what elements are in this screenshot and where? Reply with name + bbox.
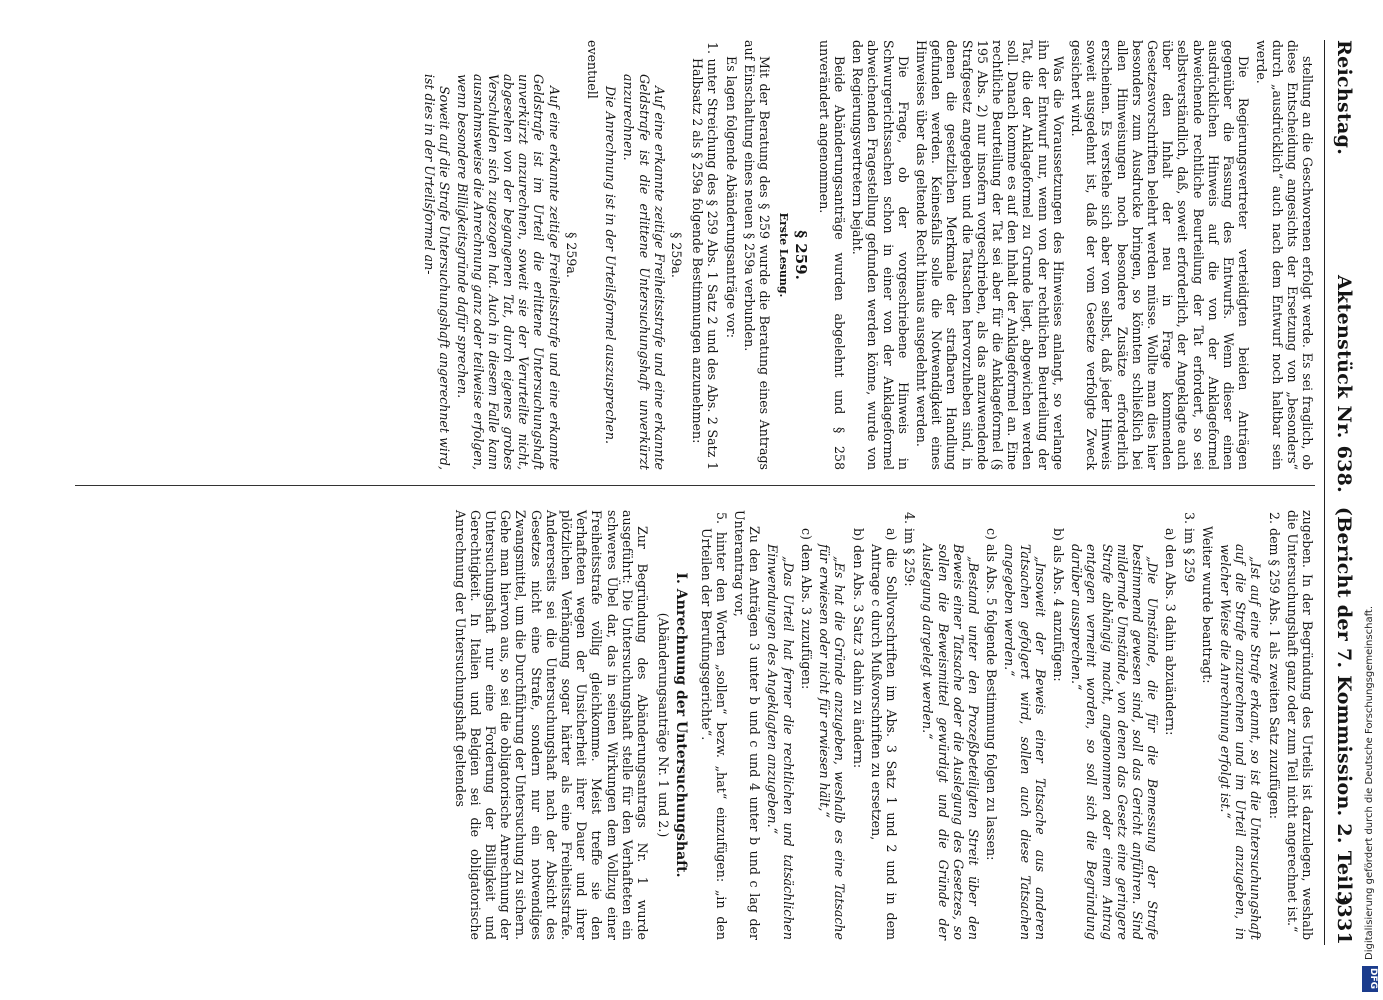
sub-item: c) als Abs. 5 folgende Bestimmung folgen zu lassen:	[984, 528, 1000, 861]
sub-item: b) als Abs. 4 anzufügen:	[1050, 528, 1066, 682]
paragraph: Was die Voraussetzungen des Hinweises anlangt, so verlange ihn der Entwurf nur, wenn von der rechtlichen Beurteilung der Tat, die der Anklageformel zu Grunde liegt, abgewichen werden soll. Danach komme es auf den Inhalt der Anklageformel an. Eine rechtliche Beurteilung der Tat sei aber für die Anklageformel (§ 195 Abs. 2) nur insofern vorgeschrieben, als das anzuwendende Strafgesetz angegeben und die Tatsachen hervorzuheben sind, in denen die gesetzlichen Merkmale der strafbaren Handlung gefunden werden. Keinesfalls solle die Notwendigkeit eines Hinweises über das geltende Recht hinaus ausgedehnt werden.	[913, 40, 1066, 470]
quote: „Insoweit der Beweis einer Tatsache aus anderen Tatsachen gefolgert wird, sollen auch diese Tatsachen angegeben werden.“	[1002, 544, 1048, 940]
paragraph: Die Regierungsvertreter verteidigten beiden Anträgen gegenüber die Fassung des Entwurfs. Wenn dieser einen ausdrücklichen Hinweis auf die von der Anklageformel abweichende rechtliche Beurteilung der Tat erfordert, so sei selbstverständlich, daß, soweit erforderlich, der Angeklagte auch über den Inhalt der neu in Frage kommenden Gesetzesvorschriften belehrt werden müsse. Wollte man dies hier besonders zum Ausdrucke bringen, so könnten schließlich bei allen Hinweisungen noch besondere Zusätze erforderlich erscheinen. Es verstehe sich aber von selbst, daß jeder Hinweis soweit ausgedehnt ist, daß der vom Gesetze verfolgte Zweck gesichert wird.	[1068, 40, 1252, 470]
section-label: § 259a.	[669, 232, 685, 278]
paragraph: Weiter wurde beantragt:	[1199, 526, 1215, 684]
quote: Auf eine erkannte zeitige Freiheitsstrafe und eine erkannte Geldstrafe ist im Urteil die erlittene Untersuchungshaft unverkürzt anzurechnen, soweit sie der Verurteilte nicht, abgesehen von der begangenen Tat, durch eigenes grobes Verschulden sich zugezogen hat. Auch in diesem Falle kann ausnahmsweise die Anrechnung ganz oder teilweise erfolgen, wenn besondere Billigkeitsgründe dafür sprechen.	[455, 74, 562, 470]
paragraph: Zur Begründung des Abänderungsantrags Nr. 1 wurde ausgeführt: Die Untersuchungshaft stelle für den Verhafteten ein schweres Übel dar, das in seinen Wirkungen dem Vollzug einer Freiheitsstrafe völlig gleichkomme. Meist treffe sie den Verhafteten wegen der Unsicherheit ihrer Dauer und ihrer plötzlichen Verhängung sogar härter als eine Freiheitsstrafe. Andererseits sei die Untersuchungshaft nach der Absicht des Gesetzes nicht eine Strafe, sondern nur ein notwendiges Zwangsmittel, um die Durchführung der Untersuchung zu sichern. Gehe man hiervon aus, so sei die obligatorische Anrechnung der Untersuchungshaft nur eine Forderung der Billigkeit und Gerechtigkeit. In Italien und Belgien sei die obligatorische Anrechnung der Untersuchungshaft geltendes	[452, 510, 651, 940]
quote: „Ist auf eine Strafe erkannt, so ist die Untersuchungshaft auf die Strafe anzurechnen und im Urteil anzugeben, in welcher Weise die Anrechnung erfolgt ist.“	[1217, 544, 1264, 940]
column-left	[419, 40, 1315, 470]
quote: „Die Umstände, die für die Bemessung der Strafe bestimmend gewesen sind, soll das Gericht anführen. Sind mildernde Umstände, von denen das Gesetz eine geringere Strafe abhängig macht, angenommen oder einem Antrag entgegen verneint worden, so soll sich die Begründung darüber aussprechen.“	[1069, 544, 1161, 940]
header-title: Aktenstück Nr. 638.	[1333, 275, 1355, 494]
quote: „Bestand unter den Prozeßbeteiligten Streit über den Beweis einer Tatsache oder die Auslegung des Gesetzes, so sollen die Beweismittel gewürdigt und die Gründe der Auslegung dargelegt werden.“	[920, 544, 981, 940]
column-divider	[75, 485, 1315, 486]
digitization-credit: Digitalisierung gefördert durch die Deutsche Forschungsgemeinschaft.	[1364, 605, 1375, 960]
paragraph: eventuell	[585, 40, 601, 99]
paragraph: Beide Abänderungsanträge wurden abgelehnt und § 258 unverändert angenommen.	[816, 40, 847, 470]
sub-item: b) den Abs. 3 Satz 3 dahin zu ändern:	[850, 528, 866, 769]
quote: Auf eine erkannte zeitige Freiheitsstrafe und eine erkannte Geldstrafe ist die erlittene Untersuchungshaft unverkürzt anzurechnen.	[621, 74, 667, 470]
header-center	[1333, 275, 1355, 907]
paragraph: stellung an die Geschworenen erfolgt werde. Es sei fraglich, ob diese Entscheidung angesichts der Ersetzung von „besonders“ durch „ausdrücklich“ auch nach dem Entwurf noch haltbar sein werde.	[1254, 40, 1315, 470]
sub-item: a) die Sollvorschriften im Abs. 3 Satz 1 und 2 und in dem Antrage c durch Mußvorschriften zu ersetzen,	[868, 528, 899, 940]
paragraph: zugeben. In der Begründung des Urteils ist darzulegen, weshalb die Untersuchungshaft ganz oder zum Teil nicht angerechnet ist.“	[1284, 510, 1315, 940]
paragraph: Mit der Beratung des § 259 wurde die Beratung eines Antrags auf Einschaltung eines neuen § 259a verbunden.	[741, 40, 773, 470]
page-header	[1327, 40, 1355, 945]
page-number: 3331	[1333, 890, 1355, 945]
list-item: 5. hinter den Worten „sollen“ bezw. „hat“ einzufügen: „in den Urteilen der Berufungsgerichte“.	[698, 512, 729, 940]
quote: „Das Urteil hat ferner die rechtlichen und tatsächlichen Einwendungen des Angeklagten anzugeben.“	[765, 544, 796, 940]
paragraph: Es lagen folgende Abänderungsanträge vor:	[723, 56, 739, 338]
quote: Soweit auf die Strafe Untersuchungshaft angerechnet wird, ist dies in der Urteilsformel an-	[422, 74, 453, 470]
list-item: 4. im § 259:	[902, 512, 918, 587]
list-item: 2. dem § 259 Abs. 1 als zweiten Satz zuzufügen:	[1266, 512, 1282, 819]
list-item: 3. im § 259	[1181, 512, 1197, 583]
dfg-logo: DFG	[1362, 966, 1378, 992]
paragraph: Die Frage, ob der vorgeschriebene Hinweis in Schwurgerichtssachen schon in einer von der Anklageformel abweichenden Fragestellung gefunden werden könne, wurde von den Regierungsvertretern bejaht.	[850, 40, 911, 470]
quote: „Es hat die Gründe anzugeben, weshalb es eine Tatsache für erwiesen oder nicht für erwiesen hält,“	[817, 544, 848, 940]
section-subheading: (Abänderungsanträge Nr. 1 und 2.)	[656, 612, 672, 838]
list-item: 1. unter Streichung des § 259 Abs. 1 Satz 2 und des Abs. 2 Satz 1 Halbsatz 2 als § 259a folgende Bestimmungen anzunehmen:	[690, 42, 721, 470]
section-heading: § 259.	[792, 230, 811, 280]
header-left: Reichstag.	[1333, 40, 1355, 156]
sub-item: c) dem Abs. 3 zuzufügen:	[798, 528, 814, 690]
paragraph: Zu den Anträgen 3 unter b und c und 4 unter b und c lag der Unterantrag vor,	[732, 510, 763, 940]
quote: Die Anrechnung ist in der Urteilsformel auszusprechen.	[603, 86, 619, 444]
column-right	[449, 510, 1315, 940]
header-rule	[1324, 40, 1325, 945]
sub-item: a) den Abs. 3 dahin abzuändern:	[1163, 528, 1179, 736]
reading-label: Erste Lesung.	[777, 212, 791, 298]
header-subtitle: (Bericht der 7. Kommission. 2. Teil.)	[1333, 506, 1355, 907]
section-heading: I. Anrechnung der Untersuchungshaft.	[673, 572, 690, 878]
section-label: § 259a.	[563, 232, 579, 278]
